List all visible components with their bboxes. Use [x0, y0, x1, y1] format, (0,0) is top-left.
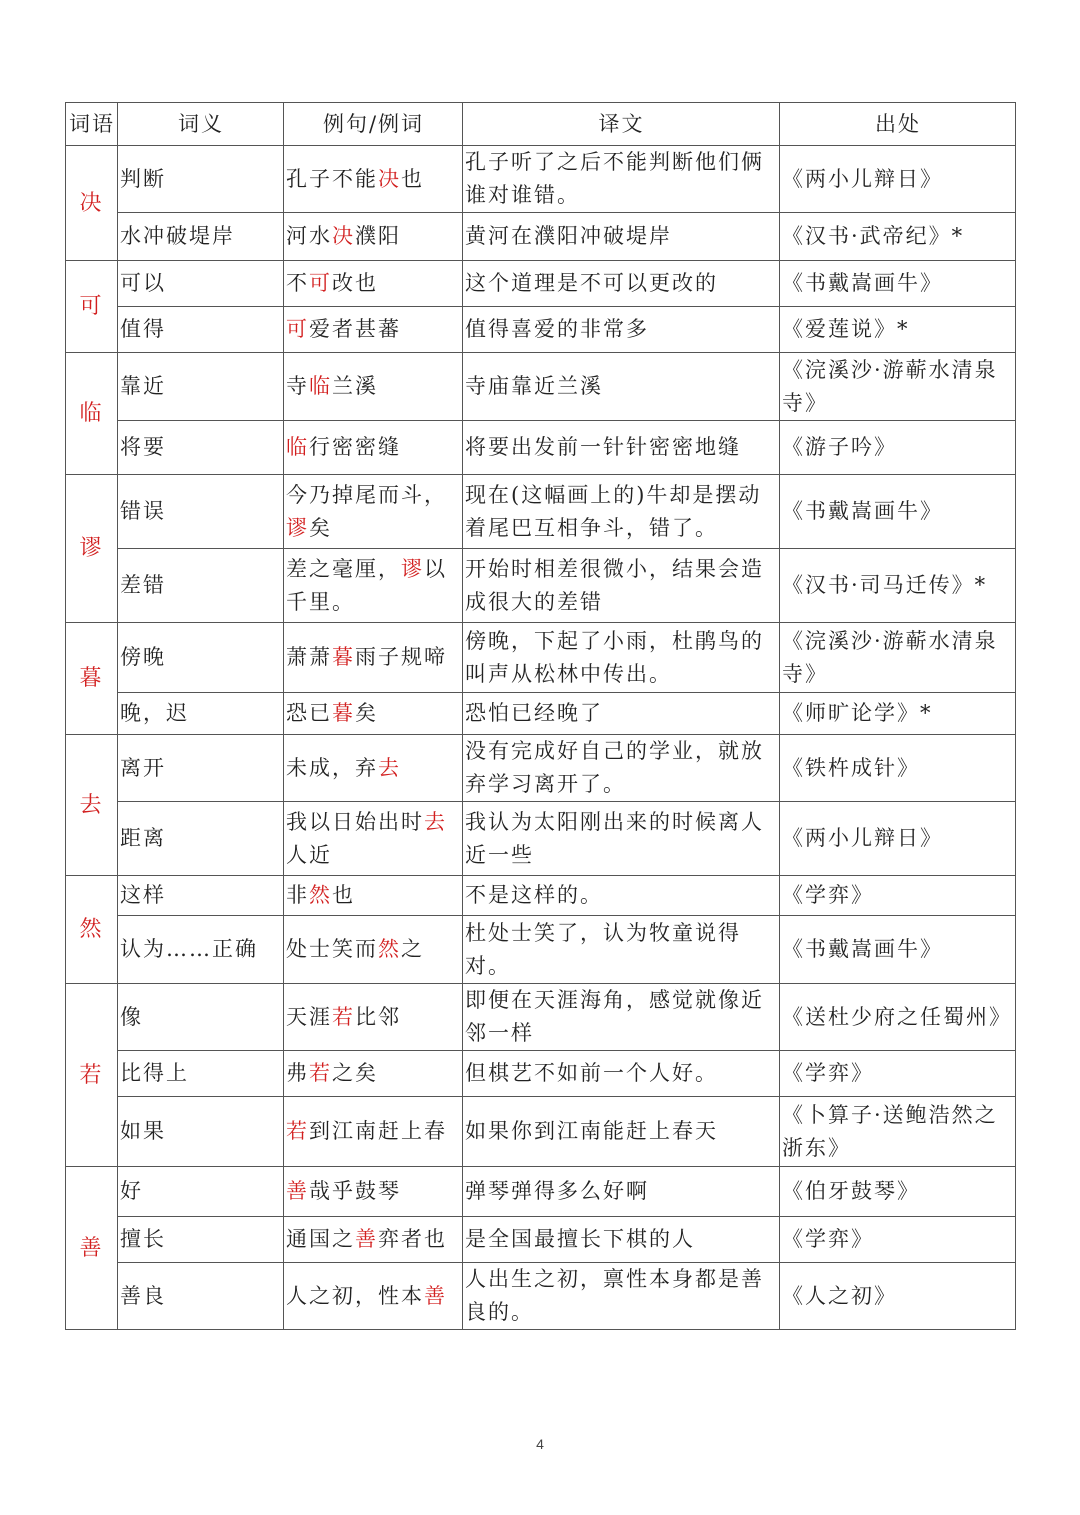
source-cell: 《学弈》 — [780, 876, 1016, 916]
example-cell — [284, 916, 463, 984]
translation-cell: 但棋艺不如前一个人好。 — [463, 1051, 780, 1097]
example-cell — [284, 693, 463, 735]
translation-cell: 如果你到江南能赶上春天 — [463, 1097, 780, 1167]
table-row — [66, 735, 1016, 802]
example-cell — [284, 307, 463, 353]
example-text: 弈者也 — [378, 1227, 447, 1251]
header-word: 词语 — [66, 103, 118, 146]
table-row — [66, 213, 1016, 261]
table-row — [66, 146, 1016, 213]
highlighted-word: 若 — [332, 1004, 355, 1029]
highlighted-word: 决 — [332, 224, 355, 248]
meaning-cell: 傍晚 — [118, 623, 284, 693]
table-row — [66, 353, 1016, 421]
meaning-cell: 离开 — [118, 735, 284, 802]
vocabulary-table — [65, 102, 1016, 1330]
example-cell — [284, 876, 463, 916]
source-cell: 《伯牙鼓琴》 — [780, 1167, 1016, 1217]
example-text: 未成，弃 — [286, 755, 378, 780]
table-row — [66, 475, 1016, 549]
table-row — [66, 549, 1016, 623]
highlighted-word: 然 — [378, 937, 401, 961]
meaning-cell: 这样 — [118, 876, 284, 916]
table-row — [66, 307, 1016, 353]
example-cell — [284, 549, 463, 623]
example-text: 非 — [286, 883, 309, 907]
example-cell — [284, 802, 463, 876]
example-text: 到江南赶上春 — [309, 1119, 447, 1143]
example-cell — [284, 1167, 463, 1217]
source-cell: 《汉书·司马迁传》* — [780, 549, 1016, 623]
highlighted-word: 可 — [309, 271, 332, 295]
source-cell: 《爱莲说》* — [780, 307, 1016, 353]
meaning-cell: 差错 — [118, 549, 284, 623]
meaning-cell: 错误 — [118, 475, 284, 549]
header-translation: 译文 — [463, 103, 780, 146]
highlighted-word: 善 — [286, 1179, 309, 1203]
source-cell: 《铁杵成针》 — [780, 735, 1016, 802]
example-text: 寺 — [286, 374, 309, 398]
example-cell — [284, 146, 463, 213]
translation-cell: 现在(这幅画上的)牛却是摆动着尾巴互相争斗，错了。 — [463, 475, 780, 549]
translation-cell: 这个道理是不可以更改的 — [463, 261, 780, 307]
translation-cell: 杜处士笑了，认为牧童说得对。 — [463, 916, 780, 984]
word-cell: 临 — [66, 353, 118, 475]
source-cell: 《送杜少府之任蜀州》 — [780, 984, 1016, 1051]
page-number: 4 — [536, 1436, 544, 1452]
word-cell: 若 — [66, 984, 118, 1167]
table-row — [66, 876, 1016, 916]
table-header-row — [66, 103, 1016, 146]
translation-cell: 没有完成好自己的学业，就放弃学习离开了。 — [463, 735, 780, 802]
source-cell: 《书戴嵩画牛》 — [780, 916, 1016, 984]
source-cell: 《浣溪沙·游蕲水清泉寺》 — [780, 353, 1016, 421]
example-text: 矣 — [355, 701, 378, 725]
highlighted-word: 决 — [378, 166, 401, 191]
table-row — [66, 693, 1016, 735]
example-text: 兰溪 — [332, 374, 378, 398]
source-cell: 《师旷论学》* — [780, 693, 1016, 735]
word-cell: 然 — [66, 876, 118, 984]
translation-cell: 孔子听了之后不能判断他们俩谁对谁错。 — [463, 146, 780, 213]
source-cell: 《书戴嵩画牛》 — [780, 261, 1016, 307]
example-text: 不 — [286, 271, 309, 295]
example-cell — [284, 475, 463, 549]
vocabulary-table-container — [65, 102, 1015, 1330]
example-text: 恐已 — [286, 701, 332, 725]
word-cell: 去 — [66, 735, 118, 876]
table-row — [66, 1097, 1016, 1167]
meaning-cell: 水冲破堤岸 — [118, 213, 284, 261]
source-cell: 《人之初》 — [780, 1263, 1016, 1330]
example-text: 哉乎鼓琴 — [309, 1179, 401, 1203]
translation-cell: 傍晚，下起了小雨，杜鹃鸟的叫声从松林中传出。 — [463, 623, 780, 693]
example-text: 濮阳 — [355, 224, 401, 248]
translation-cell: 开始时相差很微小，结果会造成很大的差错 — [463, 549, 780, 623]
example-text: 比邻 — [355, 1004, 401, 1029]
example-cell — [284, 1263, 463, 1330]
word-cell: 决 — [66, 146, 118, 261]
meaning-cell: 距离 — [118, 802, 284, 876]
source-cell: 《学弈》 — [780, 1217, 1016, 1263]
table-row — [66, 984, 1016, 1051]
example-cell — [284, 421, 463, 475]
example-cell — [284, 735, 463, 802]
example-text: 萧萧 — [286, 645, 332, 669]
example-text: 雨子规啼 — [355, 645, 447, 669]
example-text: 处士笑而 — [286, 937, 378, 961]
example-text: 改也 — [332, 271, 378, 295]
translation-cell: 将要出发前一针针密密地缝 — [463, 421, 780, 475]
source-cell: 《书戴嵩画牛》 — [780, 475, 1016, 549]
example-cell — [284, 1051, 463, 1097]
table-row — [66, 1263, 1016, 1330]
table-row — [66, 421, 1016, 475]
translation-cell: 不是这样的。 — [463, 876, 780, 916]
example-text: 人之初，性本 — [286, 1283, 424, 1308]
highlighted-word: 然 — [309, 883, 332, 907]
table-row — [66, 1051, 1016, 1097]
example-text: 以千里。 — [286, 556, 447, 614]
example-cell — [284, 984, 463, 1051]
highlighted-word: 若 — [309, 1061, 332, 1085]
source-cell: 《游子吟》 — [780, 421, 1016, 475]
meaning-cell: 擅长 — [118, 1217, 284, 1263]
example-cell — [284, 213, 463, 261]
example-text: 之矣 — [332, 1061, 378, 1085]
example-text: 也 — [332, 883, 355, 907]
header-example: 例句/例词 — [284, 103, 463, 146]
example-text: 河水 — [286, 224, 332, 248]
example-cell — [284, 623, 463, 693]
example-cell — [284, 261, 463, 307]
header-meaning: 词义 — [118, 103, 284, 146]
translation-cell: 人出生之初，禀性本身都是善良的。 — [463, 1263, 780, 1330]
highlighted-word: 谬 — [286, 515, 309, 540]
source-cell: 《两小儿辩日》 — [780, 802, 1016, 876]
highlighted-word: 善 — [355, 1227, 378, 1251]
table-body — [66, 146, 1016, 1330]
highlighted-word: 临 — [286, 435, 309, 459]
example-cell — [284, 1217, 463, 1263]
source-cell: 《浣溪沙·游蕲水清泉寺》 — [780, 623, 1016, 693]
table-row — [66, 802, 1016, 876]
highlighted-word: 暮 — [332, 645, 355, 669]
example-text: 人近 — [286, 842, 332, 867]
example-text: 通国之 — [286, 1227, 355, 1251]
source-cell: 《汉书·武帝纪》* — [780, 213, 1016, 261]
source-cell: 《卜算子·送鲍浩然之浙东》 — [780, 1097, 1016, 1167]
translation-cell: 我认为太阳刚出来的时候离人近一些 — [463, 802, 780, 876]
table-row — [66, 916, 1016, 984]
header-source: 出处 — [780, 103, 1016, 146]
meaning-cell: 善良 — [118, 1263, 284, 1330]
example-cell — [284, 353, 463, 421]
translation-cell: 是全国最擅长下棋的人 — [463, 1217, 780, 1263]
example-text: 爱者甚蕃 — [309, 317, 401, 341]
meaning-cell: 可以 — [118, 261, 284, 307]
example-text: 天涯 — [286, 1004, 332, 1029]
example-text: 行密密缝 — [309, 435, 401, 459]
meaning-cell: 值得 — [118, 307, 284, 353]
table-row — [66, 1167, 1016, 1217]
meaning-cell: 将要 — [118, 421, 284, 475]
table-row — [66, 623, 1016, 693]
source-cell: 《学弈》 — [780, 1051, 1016, 1097]
example-cell — [284, 1097, 463, 1167]
highlighted-word: 善 — [424, 1283, 447, 1308]
highlighted-word: 若 — [286, 1119, 309, 1143]
highlighted-word: 去 — [378, 755, 401, 780]
highlighted-word: 去 — [424, 809, 447, 834]
meaning-cell: 像 — [118, 984, 284, 1051]
example-text: 我以日始出时 — [286, 809, 424, 834]
meaning-cell: 好 — [118, 1167, 284, 1217]
word-cell: 可 — [66, 261, 118, 353]
highlighted-word: 临 — [309, 374, 332, 398]
word-cell: 暮 — [66, 623, 118, 735]
translation-cell: 寺庙靠近兰溪 — [463, 353, 780, 421]
example-text: 孔子不能 — [286, 166, 378, 191]
meaning-cell: 判断 — [118, 146, 284, 213]
highlighted-word: 可 — [286, 317, 309, 341]
example-text: 之 — [401, 937, 424, 961]
table-row — [66, 1217, 1016, 1263]
table-row — [66, 261, 1016, 307]
translation-cell: 恐怕已经晚了 — [463, 693, 780, 735]
example-text: 也 — [401, 166, 424, 191]
meaning-cell: 靠近 — [118, 353, 284, 421]
meaning-cell: 晚，迟 — [118, 693, 284, 735]
example-text: 矣 — [309, 515, 332, 540]
highlighted-word: 谬 — [401, 556, 424, 581]
example-text: 差之毫厘， — [286, 556, 401, 581]
word-cell: 谬 — [66, 475, 118, 623]
source-cell: 《两小儿辩日》 — [780, 146, 1016, 213]
meaning-cell: 认为……正确 — [118, 916, 284, 984]
translation-cell: 即便在天涯海角，感觉就像近邻一样 — [463, 984, 780, 1051]
example-text: 今乃掉尾而斗， — [286, 482, 447, 507]
highlighted-word: 暮 — [332, 701, 355, 725]
meaning-cell: 如果 — [118, 1097, 284, 1167]
meaning-cell: 比得上 — [118, 1051, 284, 1097]
word-cell: 善 — [66, 1167, 118, 1330]
translation-cell: 弹琴弹得多么好啊 — [463, 1167, 780, 1217]
translation-cell: 值得喜爱的非常多 — [463, 307, 780, 353]
example-text: 弗 — [286, 1061, 309, 1085]
translation-cell: 黄河在濮阳冲破堤岸 — [463, 213, 780, 261]
